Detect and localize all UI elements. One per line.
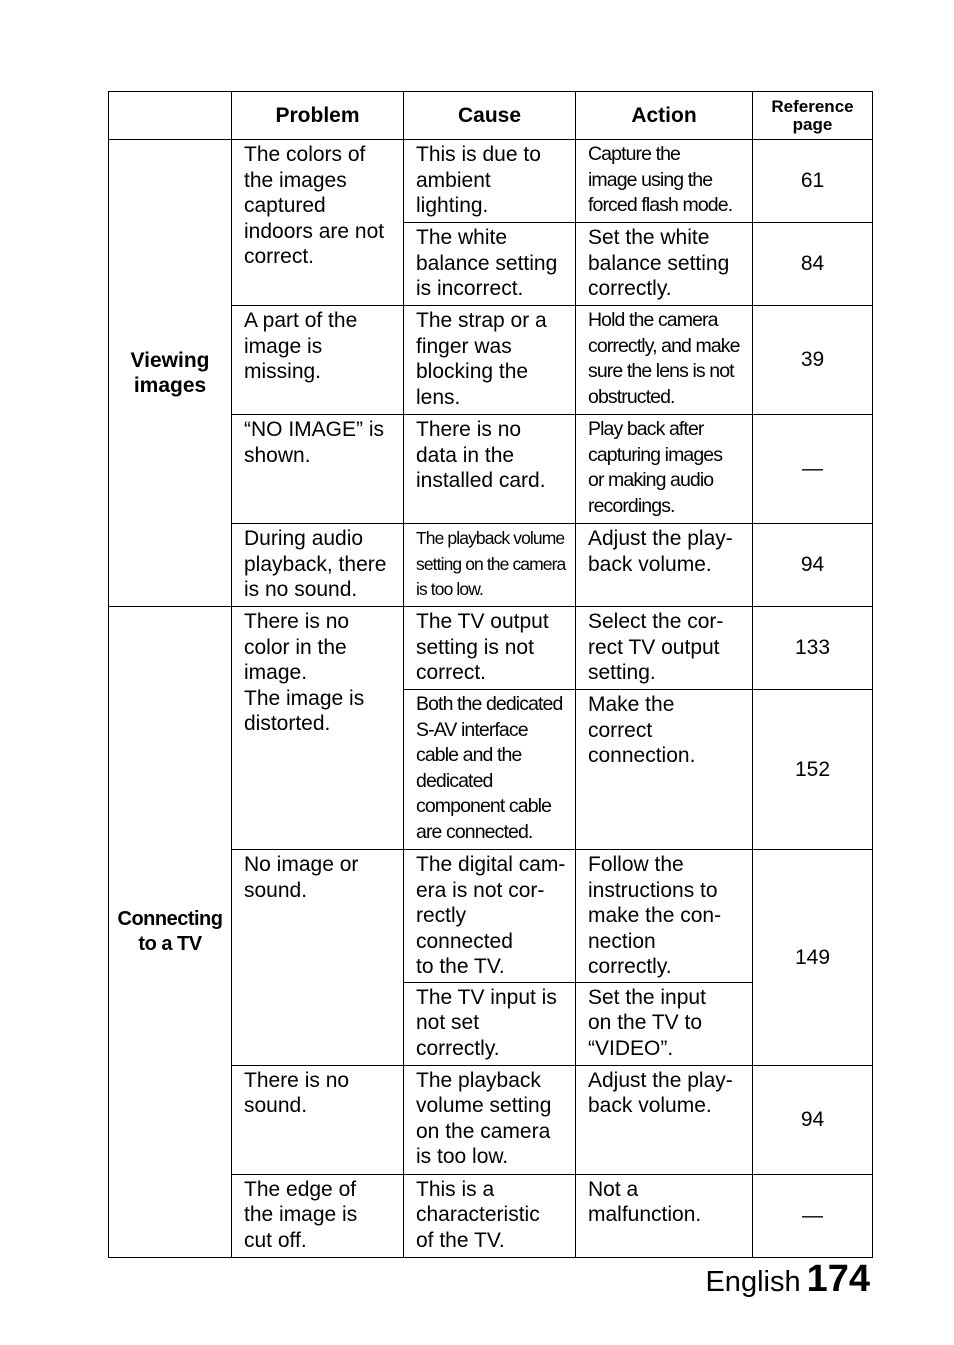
cause-cell: There is no data in the installed card. [404, 415, 576, 524]
category-viewing-images: Viewing images [109, 140, 232, 607]
reference-page-cell: 84 [753, 223, 873, 306]
table-row [109, 607, 873, 690]
header-problem: Problem [232, 92, 404, 140]
page-number: 174 [806, 1258, 870, 1300]
problem-cell: There is no color in the image. The image is distorted. [232, 607, 404, 850]
problem-cell: During audio playback, there is no sound. [232, 524, 404, 607]
action-cell: Select the cor- rect TV output setting. [576, 607, 753, 690]
header-row [109, 92, 873, 140]
reference-page-cell: 133 [753, 607, 873, 690]
action-cell: Hold the camera correctly, and make sure the lens is not obstructed. [576, 306, 753, 415]
header-reference-page: Reference page [753, 92, 873, 140]
action-cell: Adjust the play- back volume. [576, 524, 753, 607]
reference-page-cell: — [753, 1174, 873, 1257]
action-cell: Play back after capturing images or making audio recordings. [576, 415, 753, 524]
table-row [109, 140, 873, 223]
page-footer [705, 1258, 870, 1301]
cause-cell: The TV input is not set correctly. [404, 982, 576, 1065]
language-label: English [705, 1266, 801, 1298]
problem-cell: A part of the image is missing. [232, 306, 404, 415]
reference-page-cell: 149 [753, 850, 873, 1066]
problem-cell: There is no sound. [232, 1065, 404, 1174]
action-cell: Follow the instructions to make the con- nection correctly. [576, 850, 753, 983]
problem-cell: The colors of the images captured indoors are not correct. [232, 140, 404, 306]
cause-cell: Both the dedicated S-AV interface cable and the dedicated component cable are connected. [404, 690, 576, 850]
action-cell: Make the correct connection. [576, 690, 753, 850]
reference-page-cell: 152 [753, 690, 873, 850]
action-cell: Adjust the play- back volume. [576, 1065, 753, 1174]
cause-cell: The digital cam- era is not cor- rectly connected to the TV. [404, 850, 576, 983]
action-cell: Not a malfunction. [576, 1174, 753, 1257]
reference-page-cell: 39 [753, 306, 873, 415]
reference-page-cell: 94 [753, 524, 873, 607]
cause-cell: This is a characteristic of the TV. [404, 1174, 576, 1257]
header-action: Action [576, 92, 753, 140]
action-cell: Capture the image using the forced flash mode. [576, 140, 753, 223]
problem-cell: No image or sound. [232, 850, 404, 1066]
header-cause: Cause [404, 92, 576, 140]
category-connecting-to-tv: Connecting to a TV [109, 607, 232, 1258]
header-category-blank [109, 92, 232, 140]
cause-cell: The TV output setting is not correct. [404, 607, 576, 690]
action-cell: Set the white balance setting correctly. [576, 223, 753, 306]
reference-page-cell: 94 [753, 1065, 873, 1174]
action-cell: Set the input on the TV to “VIDEO”. [576, 982, 753, 1065]
cause-cell: The playback volume setting on the camera is too low. [404, 1065, 576, 1174]
troubleshooting-table [108, 91, 873, 1258]
cause-cell: The white balance setting is incorrect. [404, 223, 576, 306]
reference-page-cell: 61 [753, 140, 873, 223]
reference-page-cell: — [753, 415, 873, 524]
cause-cell: The playback volume setting on the camera is too low. [404, 524, 576, 607]
problem-cell: The edge of the image is cut off. [232, 1174, 404, 1257]
problem-cell: “NO IMAGE” is shown. [232, 415, 404, 524]
cause-cell: The strap or a finger was blocking the lens. [404, 306, 576, 415]
cause-cell: This is due to ambient lighting. [404, 140, 576, 223]
